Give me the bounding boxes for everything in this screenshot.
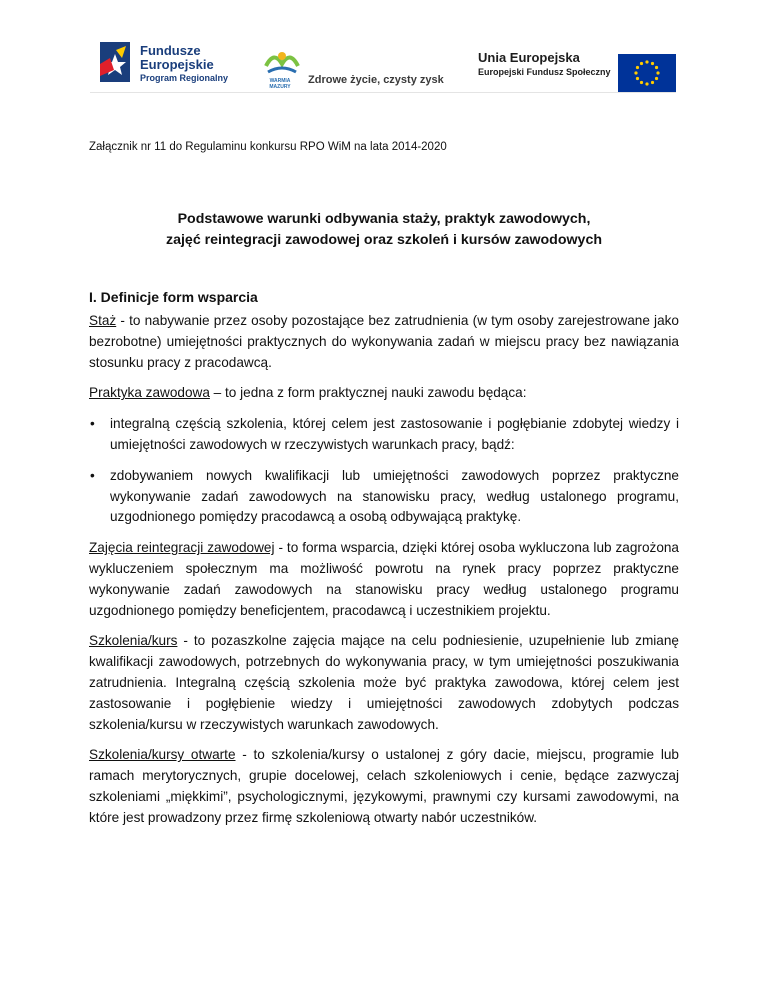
term-szkolenia: Szkolenia/kurs: [89, 633, 178, 649]
fundusze-europejskie-logo: [96, 40, 266, 90]
eu-star-icon: [655, 77, 658, 80]
eu-star-icon: [640, 62, 643, 65]
header-logos: [90, 36, 676, 93]
list-item: [89, 414, 679, 456]
eu-star-icon: [655, 66, 658, 69]
eu-star-icon: [645, 60, 648, 63]
definition-szkolenia-otwarte: [89, 745, 679, 828]
definition-staz: [89, 311, 679, 373]
ue-title: Unia Europejska: [478, 50, 580, 65]
fe-logo-line3: Program Regionalny: [140, 73, 229, 83]
eu-star-icon: [634, 71, 637, 74]
list-item: [89, 466, 679, 528]
fe-star-icon: [96, 40, 134, 84]
definition-praktyka: [89, 383, 679, 404]
eu-flag-icon: [618, 54, 676, 92]
definition-szkolenia: [89, 631, 679, 735]
bullet-text: integralną częścią szkolenia, której celem jest zastosowanie i pogłębianie zdobytej wiedzy i umiejętności zawodowych w rzeczywistych warunkach pracy, bądź:: [110, 416, 679, 452]
definition-staz-text: - to nabywanie przez osoby pozostające bez zatrudnienia (w tym osoby zarejestrowane jako bezrobotne) umiejętności praktycznych do wykonywania zadań w miejscu pracy bez nawiązania stosunku pracy z pracodawcą.: [89, 313, 679, 370]
title-line-2: zajęć reintegracji zawodowej oraz szkoleń i kursów zawodowych: [166, 232, 602, 248]
slogan: Zdrowe życie, czysty zysk: [308, 74, 444, 86]
section-heading: I. Definicje form wsparcia: [89, 289, 258, 305]
annex-note: Załącznik nr 11 do Regulaminu konkursu RPO WiM na lata 2014-2020: [89, 141, 447, 153]
bullet-marker: •: [90, 467, 95, 483]
term-staz: Staż: [89, 313, 117, 328]
title-line-1: Podstawowe warunki odbywania staży, praktyk zawodowych,: [177, 211, 591, 227]
eu-star-icon: [651, 62, 654, 65]
definition-szkolenia-text: - to pozaszkolne zajęcia mające na celu podniesienie, uzupełnienie lub zmianę kwalifikacji zawodowych, potrzebnych do wykonywania pracy, w tym umiejętności poszukiwania zatrudnienia. Integralną częścią szkolenia może być praktyka zawodowa, której celem jest zastosowanie i pogłębienie wiedzy i umiejętności zawodowych zdobytych podczas szkolenia/kursu w rzeczywistych warunkach zawodowych.: [89, 633, 679, 732]
eu-star-icon: [636, 77, 639, 80]
fe-logo-line1: Fundusze: [140, 43, 201, 58]
term-szkolenia-otwarte: Szkolenia/kursy otwarte: [89, 747, 236, 763]
document-title: [89, 209, 679, 251]
definition-praktyka-text: – to jedna z form praktycznej nauki zawodu będąca:: [209, 385, 527, 401]
bullet-text: zdobywaniem nowych kwalifikacji lub umiejętności zawodowych poprzez praktyczne wykonywanie zadań zawodowych na stanowisku pracy, według ustalonego programu, uzgodnionego pomiędzy pracodawcą a osobą odbywającą praktykę.: [110, 467, 679, 525]
eu-star-icon: [651, 81, 654, 84]
ue-subtitle: Europejski Fundusz Społeczny: [478, 67, 611, 77]
definition-reintegracja: [89, 538, 679, 621]
unia-europejska-logo: [478, 50, 611, 78]
warmia-mazury-caption: WARMIA MAZURY: [269, 78, 291, 90]
document-body: [89, 311, 679, 839]
eu-star-icon: [636, 66, 639, 69]
eu-star-icon: [640, 81, 643, 84]
definition-reintegracja-text: - to forma wsparcia, dzięki której osoba wykluczona lub zagrożona wykluczeniem społecznym ma możliwość powrotu na rynek pracy poprzez praktyczne wykonywanie zadań zawodowych na stanowisku pracy według ustalonego programu uzgodnionego pomiędzy beneficjentem, pracodawcą i uczestnikiem projektu.: [89, 540, 679, 618]
bullet-marker: •: [90, 416, 95, 432]
term-reintegracja: Zajęcia reintegracji zawodowej: [89, 540, 275, 556]
eu-star-icon: [656, 71, 659, 74]
eu-star-icon: [645, 82, 648, 85]
fe-logo-line2: Europejskie: [140, 57, 214, 72]
term-praktyka: Praktyka zawodowa: [89, 385, 210, 401]
definition-szkolenia-otwarte-text: - to szkolenia/kursy o ustalonej z góry dacie, miejscu, programie lub ramach merytorycznych, grupie docelowej, celach szkoleniowych i cenie, będące zazwyczaj szkoleniami „miękkimi”, psychologicznymi, językowymi, prawnymi czy kursami zawodowymi, na które jest prowadzony przez firmę szkoleniową otwarty nabór uczestników.: [89, 747, 679, 825]
